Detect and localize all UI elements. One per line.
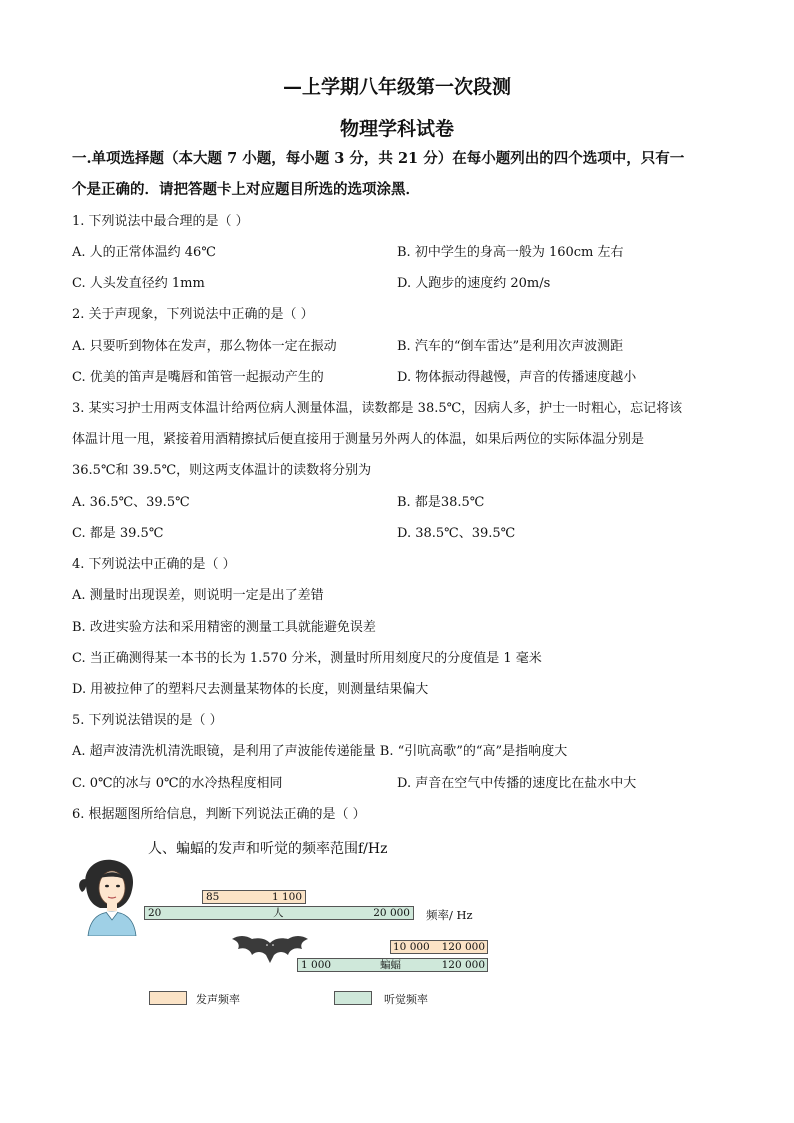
- human-emit-low: 85: [206, 891, 220, 903]
- question-4-option-d: D. 用被拉伸了的塑料尺去测量某物体的长度，则测量结果偏大: [72, 682, 429, 697]
- question-1-option-c: C. 人头发直径约 1mm: [72, 276, 205, 291]
- question-4-option-c: C. 当正确测得某一本书的长为 1.570 分米，测量时所用刻度尺的分度值是 1 毫米: [72, 651, 542, 666]
- question-5-stem: 5. 下列说法错误的是（ ）: [72, 713, 223, 728]
- legend-hear-label: 听觉频率: [384, 993, 428, 1006]
- question-4-option-b: B. 改进实验方法和采用精密的测量工具就能避免误差: [72, 620, 376, 635]
- bat-emit-band: [390, 940, 488, 954]
- question-2-option-a: A. 只要听到物体在发声，那么物体一定在振动: [72, 339, 337, 354]
- question-1-stem: 1. 下列说法中最合理的是（ ）: [72, 214, 249, 229]
- question-1-option-a: A. 人的正常体温约 46℃: [72, 245, 216, 260]
- frequency-axis-label: 频率/ Hz: [426, 908, 473, 922]
- legend-hear-swatch: [334, 991, 372, 1005]
- question-2-stem: 2. 关于声现象，下列说法中正确的是（ ）: [72, 307, 314, 322]
- question-1-option-b: B. 初中学生的身高一般为 160cm 左右: [397, 245, 624, 260]
- section-instructions-line2: 个是正确的．请把答题卡上对应题目所选的选项涂黑．: [72, 181, 420, 198]
- question-3-option-d: D. 38.5℃、39.5℃: [397, 526, 516, 541]
- human-hear-low: 20: [148, 907, 162, 919]
- question-6-stem: 6. 根据题图所给信息，判断下列说法正确的是（ ）: [72, 807, 366, 822]
- legend-emit-label: 发声频率: [196, 993, 240, 1006]
- question-5-option-c: C. 0℃的冰与 0℃的水冷热程度相同: [72, 776, 283, 791]
- frequency-range-figure: [78, 838, 518, 1018]
- question-1-option-d: D. 人跑步的速度约 20m/s: [397, 276, 551, 291]
- question-3-stem-line3: 36.5℃和 39.5℃，则这两支体温计的读数将分别为: [72, 463, 372, 478]
- question-5-option-ab: A. 超声波清洗机清洗眼镜，是利用了声波能传递能量 B. “引吭高歌”的“高”是指响度大: [72, 744, 568, 759]
- human-hear-high: 20 000: [373, 907, 410, 919]
- question-2-option-c: C. 优美的笛声是嘴唇和笛管一起振动产生的: [72, 370, 324, 385]
- bat-hear-band: [297, 958, 488, 972]
- question-3-option-c: C. 都是 39.5℃: [72, 526, 164, 541]
- question-4-option-a: A. 测量时出现误差，则说明一定是出了差错: [72, 588, 324, 603]
- question-2-option-b: B. 汽车的“倒车雷达”是利用次声波测距: [397, 339, 624, 354]
- question-3-stem-line1: 3. 某实习护士用两支体温计给两位病人测量体温，读数都是 38.5℃，因病人多，护士一时粗心，忘记将该: [72, 401, 683, 416]
- bat-label: 蝙蝠: [380, 959, 401, 971]
- question-3-stem-line2: 体温计甩一甩，紧接着用酒精擦拭后便直接用于测量另外两人的体温，如果后两位的实际体温分别是: [72, 432, 645, 447]
- question-5-option-d: D. 声音在空气中传播的速度比在盐水中大: [397, 776, 637, 791]
- section-instructions-line1: 一.单项选择题（本大题 7 小题，每小题 3 分，共 21 分）在每小题列出的四个选项中，只有一: [72, 150, 685, 167]
- exam-title: —上学期八年级第一次段测: [282, 76, 511, 98]
- bat-hear-high: 120 000: [441, 959, 485, 971]
- figure-title: 人、蝙蝠的发声和听觉的频率范围f/Hz: [148, 841, 388, 857]
- bat-emit-low: 10 000: [393, 941, 430, 953]
- human-hear-band: [144, 906, 414, 920]
- bat-emit-high: 120 000: [441, 941, 485, 953]
- person-illustration: [78, 856, 144, 936]
- human-emit-high: 1 100: [271, 891, 302, 903]
- question-2-option-d: D. 物体振动得越慢，声音的传播速度越小: [397, 370, 637, 385]
- question-3-option-b: B. 都是38.5℃: [397, 495, 485, 510]
- exam-subtitle: 物理学科试卷: [339, 118, 454, 140]
- human-emit-band: [202, 890, 306, 904]
- legend-emit-swatch: [149, 991, 187, 1005]
- question-3-option-a: A. 36.5℃、39.5℃: [72, 495, 190, 510]
- human-label: 人: [273, 907, 284, 919]
- bat-hear-low: 1 000: [301, 959, 332, 971]
- question-4-stem: 4. 下列说法中正确的是（ ）: [72, 557, 236, 572]
